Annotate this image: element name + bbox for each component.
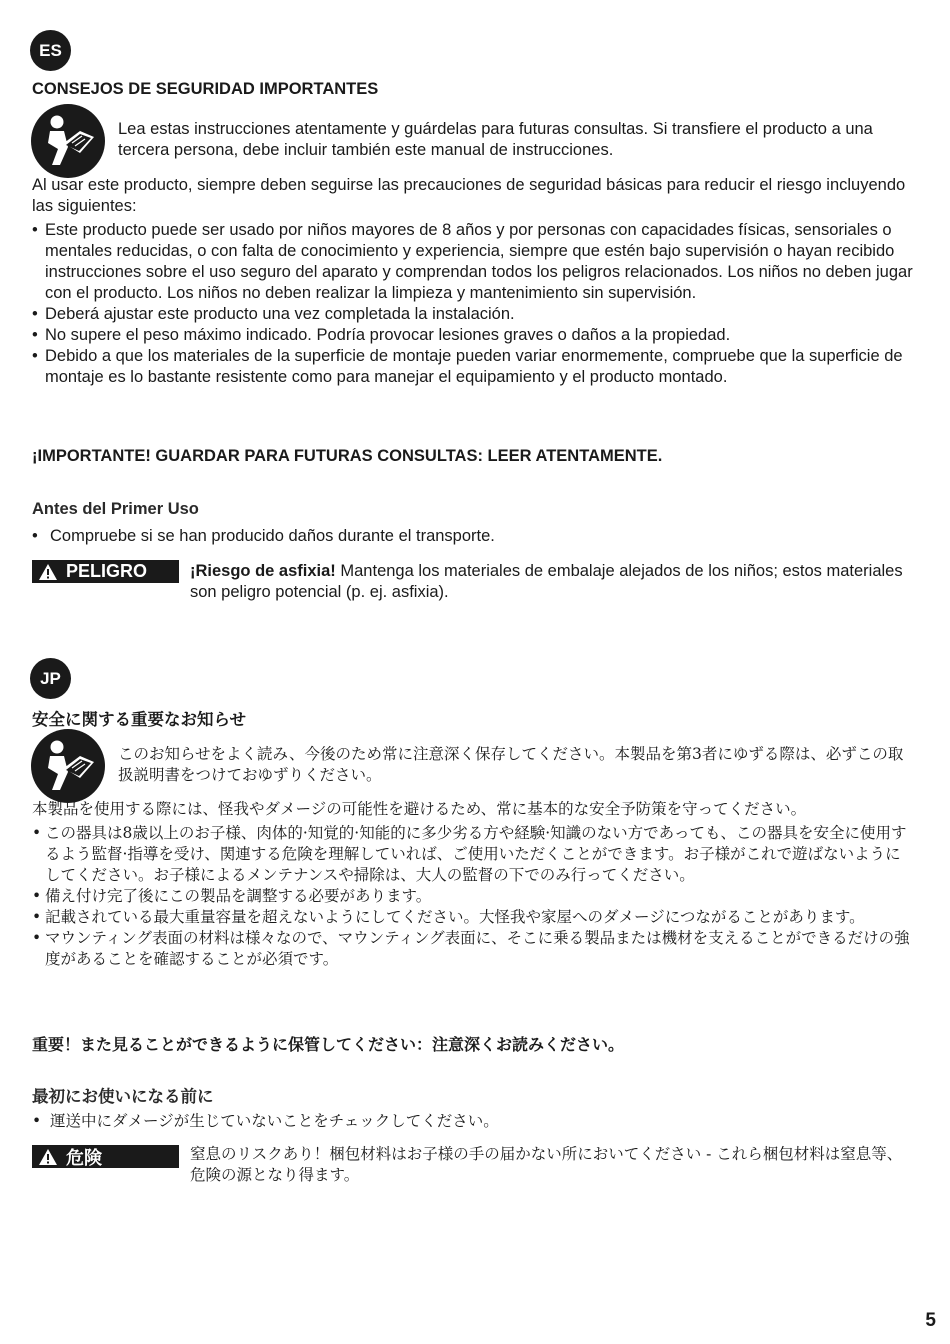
before-first-use-title-es: Antes del Primer Uso <box>32 500 199 518</box>
list-item: • No supere el peso máximo indicado. Podría provocar lesiones graves o daños a la propiedad. <box>32 325 922 346</box>
section-title-jp: 安全に関する重要なお知らせ <box>32 710 247 729</box>
list-item: • 記載されている最大重量容量を超えないようにしてください。大怪我や家屋へのダメージにつながることがあります。 <box>32 907 912 928</box>
danger-bold: ¡Riesgo de asfixia! <box>190 562 336 580</box>
intro-text-es: Lea estas instrucciones atentamente y guárdelas para futuras consultas. Si transfiere el producto a una tercera persona, debe incluir también este manual de instrucciones. <box>118 120 873 159</box>
safety-list-es <box>32 220 922 388</box>
check-item-text: Compruebe si se han producido daños durante el transporte. <box>50 527 495 545</box>
check-item-es: • Compruebe si se han producido daños durante el transporte. <box>32 527 495 545</box>
list-item: • この器具は8歳以上のお子様、肉体的·知覚的·知能的に多少劣る方や経験·知識のない方であっても、この器具を安全に使用するよう監督·指導を受け、関連する危険を理解していれば、ご使用いただくことができます。お子様がこれで遊ばないようにしてください。お子様によるメンテナンスや掃除は、大人の監督の下でのみ行ってください。 <box>32 823 912 886</box>
read-manual-icon <box>30 103 106 179</box>
warning-icon <box>38 563 58 581</box>
general-precautions-es: Al usar este producto, siempre deben seguirse las precauciones de seguridad básicas para reducir el riesgo incluyendo las siguientes: <box>32 176 906 215</box>
language-badge-es: ES <box>30 30 71 71</box>
list-item: • Deberá ajustar este producto una vez completada la instalación. <box>32 304 922 325</box>
general-precautions-jp: 本製品を使用する際には、怪我やダメージの可能性を避けるため、常に基本的な安全予防策を守ってください。 <box>32 800 807 818</box>
danger-text-es <box>190 561 915 603</box>
section-title-es: CONSEJOS DE SEGURIDAD IMPORTANTES <box>32 80 379 98</box>
list-item: • Debido a que los materiales de la superficie de montaje pueden variar enormemente, compruebe que la superficie de montaje es lo bastante resistente como para manejar el equipamiento y el producto montado. <box>32 346 922 388</box>
language-badge-jp: JP <box>30 658 71 699</box>
before-first-use-title-jp: 最初にお使いになる前に <box>32 1087 214 1106</box>
intro-text-jp: このお知らせをよく読み、今後のため常に注意深く保存してください。本製品を第3者にゆずる際は、必ずこの取扱説明書をつけておゆずりください。 <box>118 745 904 784</box>
danger-detail: Mantenga los materiales de embalaje alejados de los niños; estos materiales son peligro potencial (p. ej. asfixia). <box>190 562 903 601</box>
danger-text-jp: 窒息のリスクあり！梱包材料はお子様の手の届かない所においてください - これら梱包材料は窒息等、危険の源となり得ます。 <box>190 1145 903 1184</box>
danger-label-text: 危険 <box>66 1147 102 1169</box>
danger-label-es <box>32 560 179 583</box>
danger-label-jp <box>32 1145 179 1168</box>
list-item: • Este producto puede ser usado por niños mayores de 8 años y por personas con capacidades físicas, sensoriales o mentales reducidas, o con falta de conocimiento y experiencia, siempre que estén bajo supervisión o hayan recibido instrucciones sobre el uso seguro del aparato y comprendan todos los peligros relacionados. Los niños no deben jugar con el producto. Los niños no deben realizar la limpieza y mantenimiento sin supervisión. <box>32 220 922 304</box>
safety-list-jp <box>32 823 912 970</box>
important-notice-es: ¡IMPORTANTE! GUARDAR PARA FUTURAS CONSULTAS: LEER ATENTAMENTE. <box>32 447 663 465</box>
read-manual-icon <box>30 728 106 804</box>
list-item: • マウンティング表面の材料は様々なので、マウンティング表面に、そこに乗る製品または機材を支えることができるだけの強度があることを確認することが必須です。 <box>32 928 912 970</box>
check-item-text: 運送中にダメージが生じていないことをチェックしてください。 <box>50 1112 499 1130</box>
list-item: • 備え付け完了後にこの製品を調整する必要があります。 <box>32 886 912 907</box>
important-notice-jp: 重要！また見ることができるように保管してください：注意深くお読みください。 <box>32 1035 625 1054</box>
page-number: 5 <box>925 1310 936 1331</box>
danger-label-text: PELIGRO <box>66 561 148 581</box>
check-item-jp: • 運送中にダメージが生じていないことをチェックしてください。 <box>32 1112 499 1130</box>
warning-icon <box>38 1148 58 1166</box>
